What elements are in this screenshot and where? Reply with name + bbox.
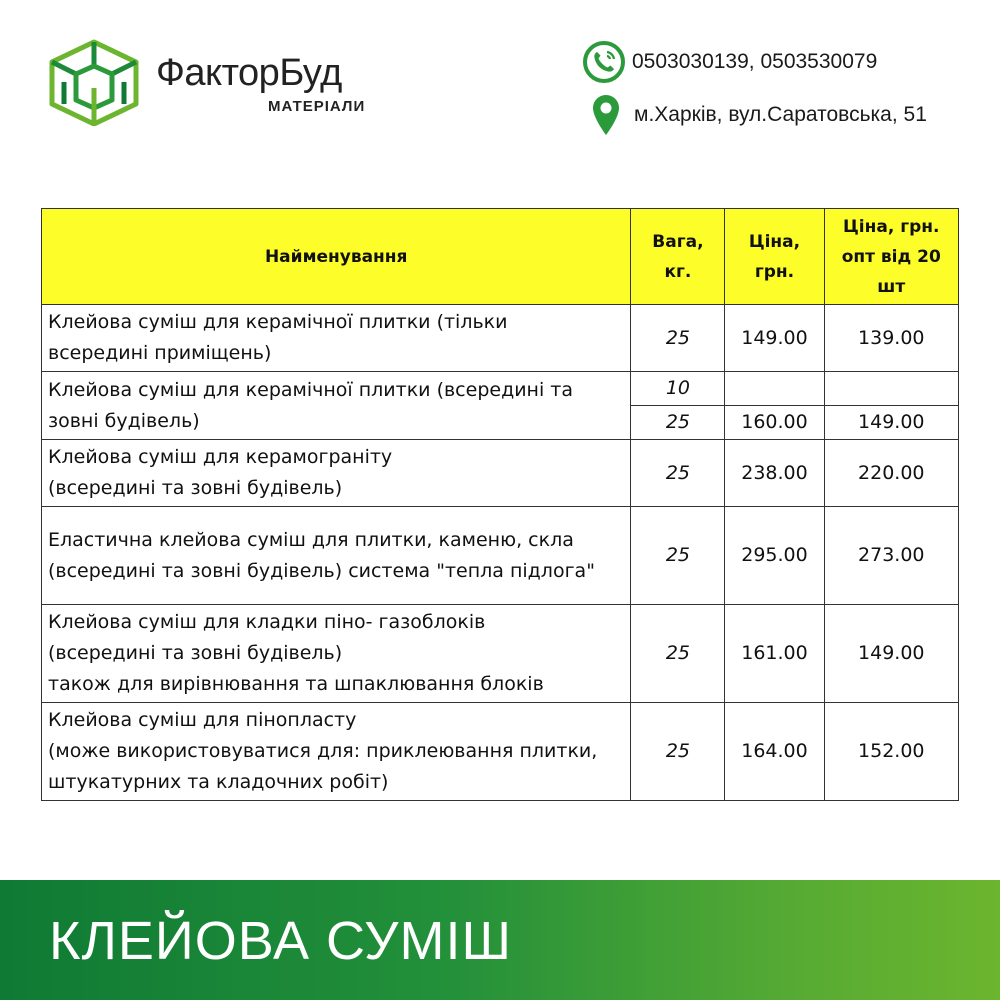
product-name [42, 440, 631, 507]
table-row [42, 703, 959, 801]
product-name [42, 372, 631, 440]
product-name-line: Клейова суміш для кладки піно- газоблоків [48, 611, 486, 633]
product-name [42, 305, 631, 372]
product-weight: 25 [631, 507, 725, 605]
product-price: 161.00 [725, 605, 824, 703]
price-table [41, 208, 959, 801]
product-name-line: штукатурних та кладочних робіт) [48, 771, 389, 793]
product-name-line: Клейова суміш для керамічної плитки (всередині та [48, 378, 574, 401]
product-price: 295.00 [725, 507, 824, 605]
product-name-line: Клейова суміш для пінопласту [48, 709, 357, 731]
product-name-line: (всередині та зовні будівель) [48, 477, 343, 499]
product-name-line: Клейова суміш для керамограніту [48, 446, 393, 468]
product-name [42, 703, 631, 801]
brand-subtitle: МАТЕРІАЛИ [268, 98, 366, 115]
product-name-line: всередині приміщень) [48, 342, 272, 364]
footer-banner [0, 880, 1000, 1000]
address: м.Харків, вул.Саратовська, 51 [634, 103, 927, 126]
product-price [725, 372, 824, 406]
product-name-line: Еластична клейова суміш для плитки, каменю, скла [48, 528, 574, 551]
product-price: 160.00 [725, 406, 824, 440]
table-row [42, 372, 959, 406]
product-weight: 25 [631, 440, 725, 507]
table-header-row [42, 209, 959, 305]
product-name-line: зовні будівель) [48, 409, 200, 432]
header-opt-line: опт від 20 [841, 246, 941, 267]
header-opt-line: шт [877, 276, 906, 297]
address-contact [592, 94, 927, 136]
header-name: Найменування [42, 209, 631, 305]
product-weight: 10 [631, 372, 725, 406]
table-row [42, 605, 959, 703]
product-name-line: (всередині та зовні будівель) [48, 642, 343, 664]
product-price: 238.00 [725, 440, 824, 507]
product-weight: 25 [631, 406, 725, 440]
phone-icon [582, 40, 626, 84]
header-price-line: грн. [754, 261, 795, 282]
product-opt-price [824, 372, 958, 406]
product-name [42, 507, 631, 605]
product-weight: 25 [631, 305, 725, 372]
table-row [42, 507, 959, 605]
header-opt-line: Ціна, грн. [843, 216, 940, 237]
phone-numbers: 0503030139, 0503530079 [632, 50, 878, 73]
product-name [42, 605, 631, 703]
product-name-line: також для вирівнювання та шпаклювання блоків [48, 673, 544, 695]
footer-title: КЛЕЙОВА СУМІШ [49, 911, 512, 971]
product-name-line: (може використовуватися для: приклеювання плитки, [48, 740, 598, 762]
product-weight: 25 [631, 605, 725, 703]
header-opt-price [824, 209, 958, 305]
header-price-line: Ціна, [748, 231, 801, 252]
table-row [42, 440, 959, 507]
brand-name: ФакторБуд [156, 52, 342, 94]
map-pin-icon [592, 94, 620, 136]
product-price: 164.00 [725, 703, 824, 801]
product-name-line: Клейова суміш для керамічної плитки (тільки [48, 311, 508, 333]
logo-cube-icon [46, 38, 142, 126]
product-opt-price: 139.00 [824, 305, 958, 372]
phone-contact [582, 40, 877, 84]
product-opt-price: 220.00 [824, 440, 958, 507]
product-price: 149.00 [725, 305, 824, 372]
brand-logo [46, 38, 386, 128]
product-opt-price: 273.00 [824, 507, 958, 605]
table-row [42, 305, 959, 372]
product-opt-price: 149.00 [824, 605, 958, 703]
product-opt-price: 152.00 [824, 703, 958, 801]
header-weight: Вага, кг. [631, 209, 725, 305]
product-name-line: (всередині та зовні будівель) система "тепла підлога" [48, 559, 595, 582]
product-weight: 25 [631, 703, 725, 801]
product-opt-price: 149.00 [824, 406, 958, 440]
header-price [725, 209, 824, 305]
